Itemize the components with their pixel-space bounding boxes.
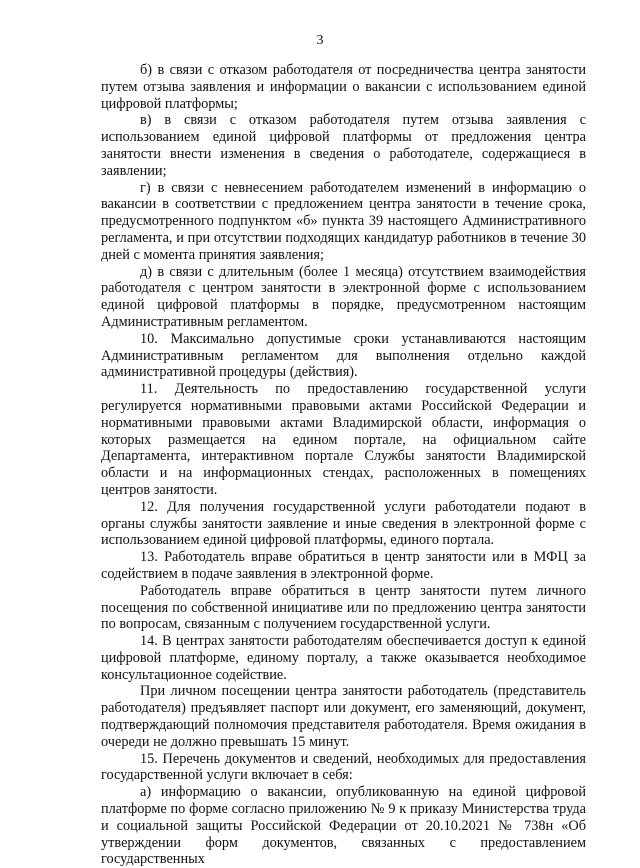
paragraph-b: б) в связи с отказом работодателя от посредничества центра занятости путем отзыва заявления и информации о вакансии с использованием единой цифровой платформы; (101, 62, 586, 112)
paragraph-13-continued: Работодатель вправе обратиться в центр занятости путем личного посещения по собственной инициативе или по предложению центра занятости по вопросам, связанным с получением государственной услуги. (101, 582, 586, 633)
paragraph-14-continued: При личном посещении центра занятости работодатель (представитель работодателя) предъявляет паспорт или документ, его заменяющий, документ, подтверждающий полномочия представителя работодателя. Время ожидания в очереди не должно превышать 15 минут. (101, 683, 586, 750)
paragraph-14: 14. В центрах занятости работодателям обеспечивается доступ к единой цифровой платформе, единому порталу, а также оказывается необходимое консультационное содействие. (101, 633, 586, 683)
page-number: 3 (316, 33, 324, 48)
paragraph-v: в) в связи с отказом работодателя путем отзыва заявления с использованием единой цифровой платформы от предложения центра занятости внести изменения в сведения о работодателе, содержащиеся в заявлении; (101, 112, 586, 179)
paragraph-10: 10. Максимально допустимые сроки устанавливаются настоящим Административным регламентом для выполнения отдельно каждой административной процедуры (действия). (101, 330, 586, 381)
paragraph-15-a: а) информацию о вакансии, опубликованную на единой цифровой платформе по форме согласно приложению № 9 к приказу Министерства труда и социальной защиты Российской Федерации от 20.10.2021 № 738н «Об утверждении форм документов, связанных с предоставлением государственных (101, 784, 586, 868)
document-body (101, 62, 586, 868)
paragraph-11: 11. Деятельность по предоставлению государственной услуги регулируется нормативными правовыми актами Российской Федерации и нормативными правовыми актами Владимирской области, информация о которых размещается на едином портале, на официальном сайте Департамента, интерактивном портале Службы занятости Владимирской области и на информационных стендах, расположенных в помещениях центров занятости. (101, 381, 586, 498)
paragraph-g: г) в связи с невнесением работодателем изменений в информацию о вакансии в соответствии с предложением центра занятости в течение срока, предусмотренного подпунктом «б» пункта 39 настоящего Административного регламента, и при отсутствии подходящих кандидатур работников в течение 30 дней с момента принятия заявления; (101, 179, 586, 263)
paragraph-d: д) в связи с длительным (более 1 месяца) отсутствием взаимодействия работодателя с центром занятости в электронной форме с использованием единой цифровой платформы в порядке, предусмотренном настоящим Административным регламентом. (101, 263, 586, 330)
paragraph-13: 13. Работодатель вправе обратиться в центр занятости или в МФЦ за содействием в подаче заявления в электронной форме. (101, 549, 586, 582)
paragraph-15: 15. Перечень документов и сведений, необходимых для предоставления государственной услуги включает в себя: (101, 750, 586, 784)
paragraph-12: 12. Для получения государственной услуги работодатели подают в органы службы занятости заявление и иные сведения в электронной форме с использованием единой цифровой платформы, единого портала. (101, 498, 586, 549)
